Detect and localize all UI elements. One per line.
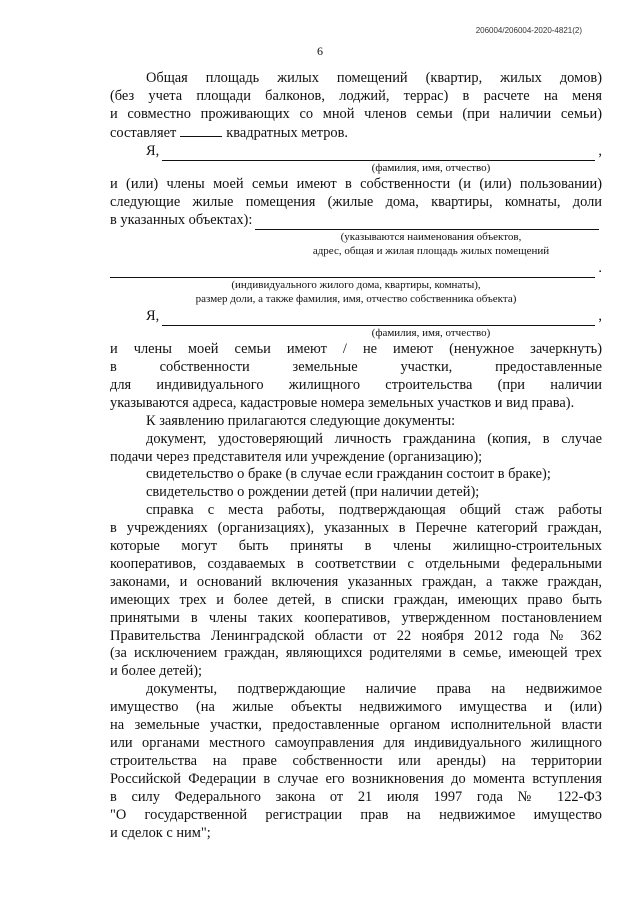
doc-4-line-3: которые могут быть приняты в члены жилищно-строительных — [110, 538, 602, 555]
property-line-2: следующие жилые помещения (жилые дома, квартиры, комнаты, доли — [110, 193, 602, 210]
property-note-4: размер доли, а также фамилия, имя, отчество собственника объекта) — [195, 293, 517, 306]
land-line-3: для индивидуального жилищного строительства (при наличии — [110, 376, 602, 393]
doc-4-line-10: и более детей); — [110, 663, 203, 680]
doc-5-line-3: на земельные участки, предоставленные органом исполнительной власти — [110, 717, 602, 734]
doc-1-line-1: документ, удостоверяющий личность гражданина (копия, в случае — [146, 430, 602, 447]
property-note-3: (индивидуального жилого дома, квартиры, комнаты), — [231, 278, 481, 291]
doc-4-line-8: Правительства Ленинградской области от 22 ноября 2012 года № 362 — [110, 627, 602, 644]
fio-row-1: Я, , — [146, 142, 602, 159]
property-blank-1 — [255, 217, 599, 230]
doc-4-line-6: имеющих трех и более детей, в списки граждан, имеющих право быть — [110, 591, 602, 608]
land-line-1: и члены моей семьи имеют / не имеют (ненужное зачеркнуть) — [110, 341, 602, 358]
doc-5-line-9: и сделок с ним"; — [110, 824, 211, 841]
property-note-1: (указываются наименования объектов, — [340, 230, 522, 243]
doc-4-line-1: справка с места работы, подтверждающая общий стаж работы — [146, 502, 602, 519]
area-line-4: составляет квадратных метров. — [110, 124, 348, 141]
doc-5-property-rights — [110, 681, 602, 842]
doc-3: свидетельство о рождении детей (при наличии детей); — [146, 484, 480, 501]
land-line-4: указываются адреса, кадастровые номера земельных участков и вид права). — [110, 394, 575, 411]
area-line-1: Общая площадь жилых помещений (квартир, жилых домов) — [146, 70, 602, 86]
area-line-2: (без учета площади балконов, лоджий, террас) в расчете на меня — [110, 87, 602, 104]
doc-4-line-9: (за исключением граждан, являющихся родителями в семье, имеющей трех — [110, 645, 602, 662]
doc-4-work-certificate — [110, 502, 602, 681]
area-blank — [180, 124, 222, 137]
land-line-2: в собственности земельные участки, предоставленные — [110, 358, 602, 375]
doc-4-line-4: кооперативов, создаваемых в соответствии с отдельными федеральными — [110, 555, 602, 572]
doc-5-line-2: имущество (на жилые объекты недвижимого имущества и (или) — [110, 699, 602, 716]
property-line-3: в указанных объектах): — [110, 212, 602, 230]
doc-2: свидетельство о браке (в случае если гражданин состоит в браке); — [146, 466, 551, 483]
doc-5-line-4: или органами местного самоуправления для индивидуального жилищного — [110, 735, 602, 751]
area-line-3: и совместно проживающих со мной членов семьи (при наличии семьи) — [110, 105, 602, 122]
property-blank-row: . — [110, 260, 602, 278]
doc-4-line-2: в учреждениях (организациях), указанных в Перечне категорий граждан, — [110, 520, 602, 537]
doc-5-line-8: "О государственной регистрации прав на недвижимое имущество — [110, 806, 602, 823]
doc-5-line-6: Российской Федерации в случае его возникновения до момента вступления — [110, 770, 602, 787]
fio-row-2: Я, , — [146, 307, 602, 324]
document-number: 206004/206004-2020-4821(2) — [475, 26, 582, 35]
doc-5-line-7: в силу Федерального закона от 21 июля 1997 года № 122-ФЗ — [110, 788, 602, 805]
fio-note-2: (фамилия, имя, отчество) — [371, 326, 491, 339]
property-note-2: адрес, общая и жилая площадь жилых помещений — [312, 245, 550, 258]
doc-5-line-1: документы, подтверждающие наличие права на недвижимое — [146, 681, 602, 698]
document-body — [110, 70, 602, 842]
doc-4-line-7: принятыми в члены таких кооперативов, утвержденном постановлением — [110, 609, 602, 626]
doc-4-line-5: законами, и оснований включения указанных граждан, а также граждан, — [110, 573, 602, 590]
property-blank-2 — [110, 265, 595, 278]
fio-blank-2 — [162, 313, 595, 326]
fio-blank-1 — [162, 148, 595, 161]
property-line-1: и (или) члены моей семьи имеют в собственности (и (или) пользовании) — [110, 176, 602, 193]
page-number: 6 — [317, 44, 323, 58]
documents-intro: К заявлению прилагаются следующие документы: — [146, 412, 456, 429]
doc-5-line-5: строительства на праве собственности или аренды) на территории — [110, 752, 602, 769]
doc-1-line-2: подачи через представителя или учреждение (организацию); — [110, 448, 483, 465]
fio-note-1: (фамилия, имя, отчество) — [371, 161, 491, 174]
